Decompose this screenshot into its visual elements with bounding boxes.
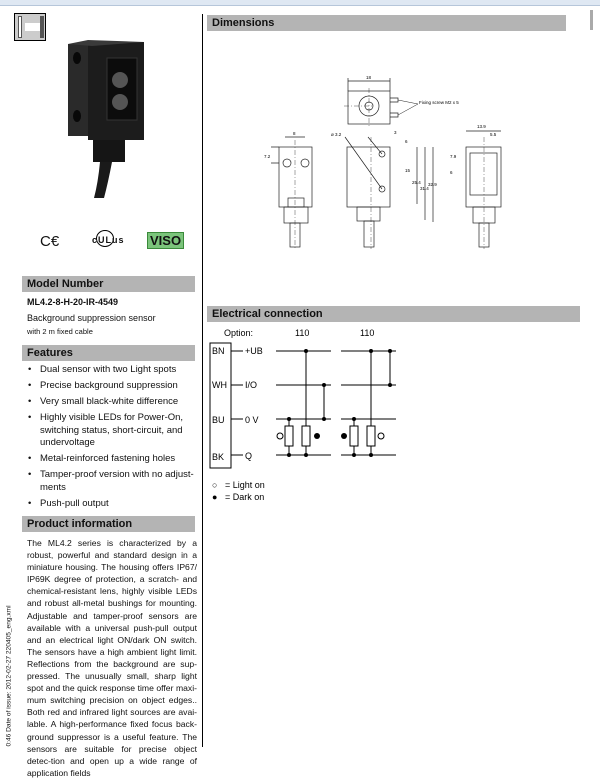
dimensions-drawing: [200, 0, 600, 260]
dim-label: ø 3.2: [331, 132, 342, 137]
wiring-diagram: [200, 322, 420, 507]
pin-signal: Q: [245, 451, 253, 461]
dim-label: 32.9: [428, 182, 437, 187]
feature-item: • Dual sensor with two Light spots: [24, 364, 196, 377]
dim-label: 7.9: [450, 154, 457, 159]
dim-label: 8: [293, 131, 296, 136]
pin-wire: BU: [212, 415, 225, 425]
features-header: Features: [22, 345, 195, 361]
dim-label: 6: [405, 139, 408, 144]
dim-label: 13.9: [477, 124, 486, 129]
cul-us-text: cULus: [92, 235, 125, 245]
pin-signal: +UB: [245, 346, 263, 356]
pin-wire: BN: [212, 346, 225, 356]
legend-light-on: = Light on: [225, 480, 265, 490]
dim-label: 5.5: [490, 132, 497, 137]
pin-wire: WH: [212, 380, 227, 390]
legend-dark-on: = Dark on: [225, 492, 265, 502]
option-value: 110: [295, 328, 310, 338]
sensor-type-icon: [14, 13, 46, 41]
dim-label: 3: [394, 130, 397, 135]
sensor-photo: [60, 38, 170, 198]
feature-item: • Metal-reinforced fastening holes: [24, 453, 196, 466]
cul-us-mark: [90, 230, 127, 249]
fixing-screw-label: Fixing screw M2 x 5: [419, 100, 459, 105]
product-info-header: Product information: [22, 516, 195, 532]
option-value: 110: [360, 328, 375, 338]
dim-label: 31.4: [420, 186, 429, 191]
pin-signal: I/O: [245, 380, 258, 390]
feature-item: • Very small black-white difference: [24, 396, 196, 409]
dim-label: 6: [450, 170, 453, 175]
legend-light-on-symbol: ○: [212, 480, 218, 490]
model-number-header: Model Number: [22, 276, 195, 292]
feature-item: • Highly visible LEDs for Power-On, switching status, short-circuit, and undervoltage: [24, 412, 196, 450]
product-info-text: The ML4.2 series is characterized by a robust, powerful and standard design in a miniature housing. The housing offers IP67/ IP69K degree of protection, a scratch- and chemical-resistant lens, highly visible LEDs and robust all-metal bushings for mounting. Adjustable and tamper-proof sensors are available with a universal push-pull output and an electrical light ON/dark ON switch. The sensors have a high ambient light limit. Reflections from the background are sup-pressed. The unusually small, sharp light spot and the quick response time offer maxi-mum switching precision on object edges.. Both red and infrared light sources are avai-lable. A high-performance fixed focus back-ground suppressor is a useful feature. The sensors are suitable for precise object detec-tion and open up a wide range of application fields: [27, 538, 197, 778]
dim-label: 25.4: [412, 180, 421, 185]
model-number: ML4.2-8-H-20-IR-4549: [27, 297, 119, 307]
feature-item: • Tamper-proof version with no adjust-ments: [24, 469, 196, 494]
dim-label: 18: [366, 75, 372, 80]
option-label: Option:: [224, 328, 254, 338]
issue-date-sidebar: 0:46 Date of issue: 2012-02-27 220405_eng.xml: [5, 605, 13, 747]
feature-item: • Precise background suppression: [24, 380, 196, 393]
dim-label: 7.2: [264, 154, 271, 159]
model-cable: with 2 m fixed cable: [27, 327, 93, 336]
electrical-connection-header: Electrical connection: [207, 306, 580, 322]
feature-item: • Push-pull output: [24, 498, 196, 511]
pin-wire: BK: [212, 452, 225, 462]
viso-logo: VISO: [147, 232, 184, 249]
dim-label: 15: [405, 168, 411, 173]
features-list: [24, 364, 196, 514]
pin-signal: 0 V: [245, 415, 259, 425]
dimensions-header: Dimensions: [207, 15, 566, 31]
legend-dark-on-symbol: ●: [212, 492, 218, 502]
model-description: Background suppression sensor: [27, 313, 156, 323]
ce-mark: C€: [40, 233, 60, 250]
